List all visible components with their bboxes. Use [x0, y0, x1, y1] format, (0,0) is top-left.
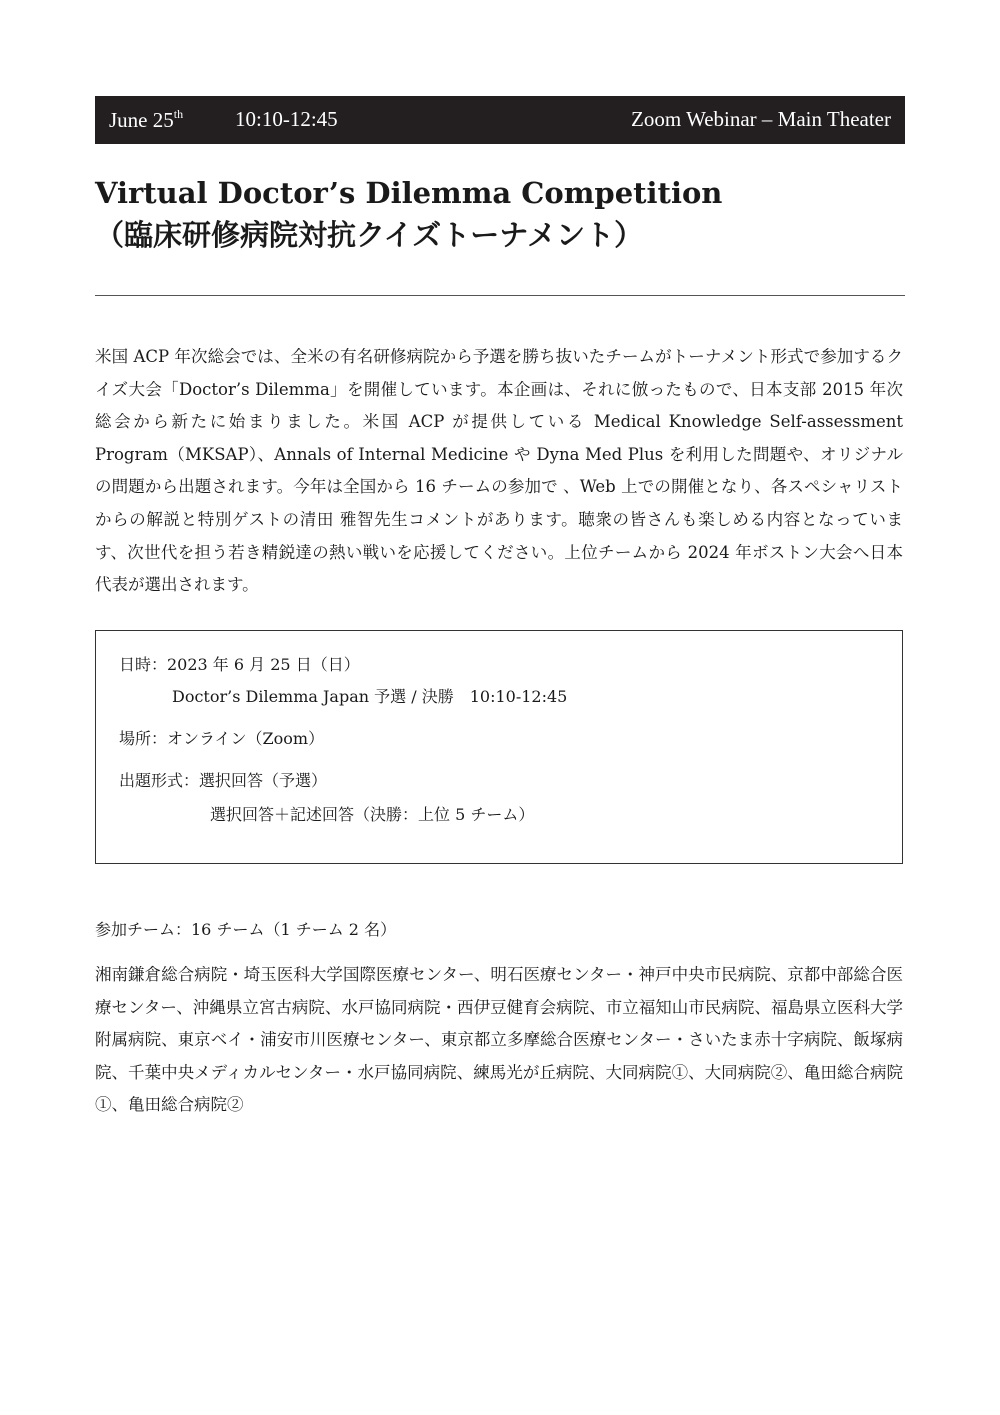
date-suffix: th: [173, 107, 184, 121]
title-line-1: Virtual Doctor’s Dilemma Competition: [95, 176, 723, 210]
intro-paragraph: 米国 ACP 年次総会では、全米の有名研修病院から予選を勝ち抜いたチームがトーナメント形式で参加するクイズ大会「Doctor’s Dilemma」を開催しています。本企画は、それに倣ったもので、日本支部 2015 年次総会から新たに始まりました。米国 ACP が提供している Medical Knowledge Self-assessment Program（MKSAP）、Annals of Internal Medicine や Dyna Med Plus を利用した問題や、オリジナルの問題から出題されます。今年は全国から 16 チームの参加で 、Web 上での開催となり、各スペシャリストからの解説と特別ゲストの清田 雅智先生コメントがあります。聴衆の皆さんも楽しめる内容となっています、次世代を担う若き精鋭達の熱い戦いを応援してください。上位チームから 2024 年ボストン大会へ日本代表が選出されます。: [95, 347, 903, 595]
title-divider: [95, 295, 905, 296]
info-place: 場所：オンライン（Zoom）: [119, 729, 325, 748]
event-venue: Zoom Webinar – Main Theater: [631, 107, 891, 131]
info-box: [95, 630, 903, 864]
event-time: 10:10-12:45: [235, 107, 338, 131]
page-title: [95, 172, 935, 256]
info-datetime: 日時：2023 年 6 月 25 日（日）: [119, 655, 360, 674]
info-format-2: 選択回答＋記述回答（決勝：上位 5 チーム）: [210, 805, 535, 824]
header-bar: [95, 96, 905, 144]
participants-heading: 参加チーム：16 チーム（1 チーム 2 名）: [95, 920, 397, 939]
title-line-2: （臨床研修病院対抗クイズトーナメント）: [95, 218, 644, 252]
info-program: Doctor’s Dilemma Japan 予選 / 決勝 10:10-12:45: [172, 687, 568, 706]
info-format-1: 出題形式：選択回答（予選）: [119, 771, 328, 790]
participants-list: 湘南鎌倉総合病院・埼玉医科大学国際医療センター、明石医療センター・神戸中央市民病院、京都中部総合医療センター、沖縄県立宮古病院、水戸協同病院・西伊豆健育会病院、市立福知山市民病院、福島県立医科大学附属病院、東京ベイ・浦安市川医療センター、東京都立多摩総合医療センター・さいたま赤十字病院、飯塚病院、千葉中央メディカルセンター・水戸協同病院、練馬光が丘病院、大同病院①、大同病院②、亀田総合病院①、亀田総合病院②: [95, 965, 903, 1115]
event-date: June 25th: [109, 107, 184, 132]
